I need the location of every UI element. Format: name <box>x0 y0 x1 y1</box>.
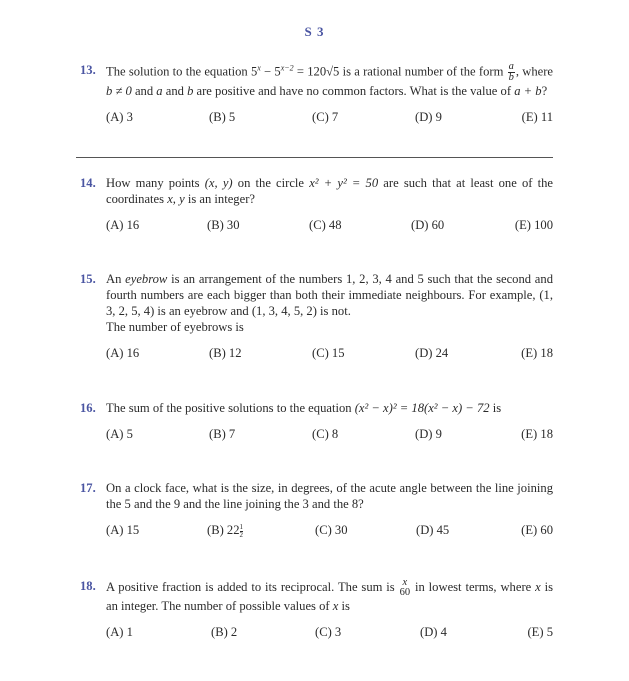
question-number: 16. <box>80 401 96 415</box>
option-b[interactable]: (B) 7 <box>209 427 236 441</box>
option-e[interactable]: (E) 18 <box>521 427 553 441</box>
question-number: 14. <box>80 176 96 190</box>
text: are positive and have no common factors. What is the value of <box>193 84 515 98</box>
denominator: b <box>508 72 514 83</box>
question-13 <box>80 62 553 125</box>
text: is <box>338 599 350 613</box>
option-e[interactable]: (E) 18 <box>521 346 553 360</box>
question-text <box>106 400 553 416</box>
option-a[interactable]: (A) 1 <box>106 625 133 639</box>
text: The sum of the positive solutions to the equation <box>106 401 355 415</box>
text: is <box>489 401 502 415</box>
option-d[interactable]: (D) 60 <box>411 218 445 232</box>
option-a[interactable]: (A) 16 <box>106 346 140 360</box>
text: ? <box>541 84 548 98</box>
math: x <box>332 599 339 613</box>
question-number: 15. <box>80 272 96 286</box>
text: is an integer. The number of possible values of <box>106 579 554 613</box>
text: is an integer? <box>184 192 255 206</box>
math: = 120√5 <box>293 64 340 79</box>
answer-options <box>106 522 553 538</box>
question-16 <box>80 400 553 442</box>
option-a[interactable]: (A) 16 <box>106 218 140 232</box>
text: The solution to the equation <box>106 64 251 79</box>
option-d[interactable]: (D) 24 <box>415 346 449 360</box>
denominator: 2 <box>239 531 244 539</box>
text: in lowest terms, where <box>411 579 536 594</box>
option-e[interactable]: (E) 11 <box>521 110 553 124</box>
option-e[interactable]: (E) 100 <box>514 218 553 232</box>
option-e[interactable]: (E) 5 <box>527 625 553 639</box>
option-d[interactable]: (D) 9 <box>415 110 442 124</box>
answer-options <box>106 217 553 233</box>
text: An <box>106 272 126 286</box>
math: b ≠ 0 <box>106 84 132 98</box>
math: x <box>257 63 261 73</box>
math: − 5 <box>260 64 281 79</box>
section-divider <box>76 157 553 158</box>
answer-options <box>106 109 553 125</box>
question-number: 18. <box>80 579 96 593</box>
numerator: 1 <box>239 523 244 531</box>
page-header: S 3 <box>304 24 325 39</box>
emphasis: eyebrow <box>125 272 168 286</box>
question-number: 17. <box>80 481 96 495</box>
option-d[interactable]: (D) 9 <box>415 427 442 441</box>
option-c[interactable]: (C) 30 <box>315 523 348 537</box>
math: b <box>187 84 194 98</box>
text: are such that at least one of the coordinates <box>106 176 553 206</box>
question-text <box>106 271 553 335</box>
option-b[interactable] <box>207 522 243 539</box>
text: How many points <box>106 176 205 190</box>
option-a[interactable]: (A) 3 <box>106 110 133 124</box>
question-text <box>106 480 553 512</box>
option-c[interactable]: (C) 8 <box>312 427 339 441</box>
option-c[interactable]: (C) 48 <box>309 218 342 232</box>
math: x <box>535 579 541 594</box>
option-a[interactable]: (A) 15 <box>106 523 140 537</box>
option-b[interactable]: (B) 12 <box>209 346 242 360</box>
numerator: a <box>508 61 514 72</box>
denominator: 60 <box>399 587 411 598</box>
question-text <box>106 175 553 207</box>
math: a + b <box>514 84 542 98</box>
question-18 <box>80 578 553 640</box>
option-c[interactable]: (C) 3 <box>315 625 342 639</box>
question-text <box>106 578 553 614</box>
math: 5 <box>250 64 258 79</box>
fraction <box>240 524 244 539</box>
option-d[interactable]: (D) 4 <box>420 625 447 639</box>
text: is an arrangement of the numbers 1, 2, 3, 4 and 5 such that the second and fourth numbers are each bigger than both their immediate neighbours. For example, (1, 3, 2, 5, 4) is an eyebrow and (1, 3, 4, 5, 2) is not. <box>106 272 553 318</box>
text: The number of eyebrows is <box>106 320 244 334</box>
text: and <box>162 84 188 98</box>
math: x, y <box>167 192 185 206</box>
answer-options <box>106 345 553 361</box>
question-15 <box>80 271 553 361</box>
option-c[interactable]: (C) 15 <box>312 346 345 360</box>
option-b[interactable]: (B) 5 <box>209 110 236 124</box>
option-b[interactable]: (B) 2 <box>211 625 238 639</box>
option-e[interactable]: (E) 60 <box>521 523 553 537</box>
text: on the circle <box>232 176 310 190</box>
math: x² + y² = 50 <box>309 176 379 190</box>
question-text <box>106 62 553 99</box>
math: x−2 <box>280 63 294 73</box>
option-b-label: (B) 22 <box>207 523 240 537</box>
answer-options <box>106 624 553 640</box>
math: (x² − x)² = 18(x² − x) − 72 <box>354 401 490 415</box>
fraction <box>400 578 411 598</box>
math: (x, y) <box>204 176 233 190</box>
option-d[interactable]: (D) 45 <box>416 523 450 537</box>
text: and <box>131 84 157 98</box>
fraction <box>508 62 515 83</box>
text: A positive fraction is added to its reciprocal. The sum is <box>106 579 399 594</box>
text: , where <box>515 64 554 79</box>
question-17 <box>80 480 553 538</box>
math: a <box>156 84 163 98</box>
question-14 <box>80 175 553 233</box>
option-c[interactable]: (C) 7 <box>312 110 339 124</box>
answer-options <box>106 426 553 442</box>
text: is a rational number of the form <box>339 64 507 79</box>
question-number: 13. <box>80 63 96 77</box>
option-b[interactable]: (B) 30 <box>207 218 240 232</box>
text: On a clock face, what is the size, in degrees, of the acute angle between the line joining the 5 and the 9 and the line joining the 3 and the 8? <box>106 481 553 511</box>
numerator: x <box>402 577 408 588</box>
option-a[interactable]: (A) 5 <box>106 427 133 441</box>
